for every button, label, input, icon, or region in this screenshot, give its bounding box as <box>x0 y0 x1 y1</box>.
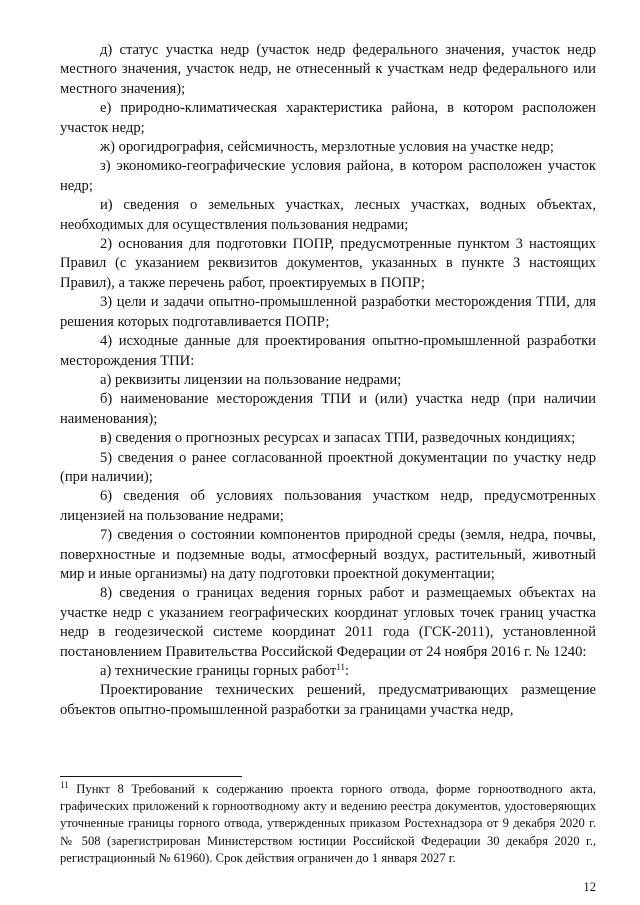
paragraph-a-license: а) реквизиты лицензии на пользование недрами; <box>100 371 402 388</box>
paragraph-6-conditions: 6) сведения об условиях пользования участком недр, предусмотренных лицензией на пользование недрами; <box>60 488 596 524</box>
technical-boundaries-text: а) технические границы горных работ <box>100 663 337 679</box>
paragraph-5-documentation: 5) сведения о ранее согласованной проектной документации по участку недр (при наличии); <box>60 449 596 485</box>
page-number: 12 <box>583 880 596 894</box>
footnote-reference[interactable]: 11 <box>336 662 346 672</box>
body-text <box>60 41 596 720</box>
paragraph-z-economic: з) экономико-географические условия района, в котором расположен участок недр; <box>60 158 596 194</box>
paragraph-i-land: и) сведения о земельных участках, лесных участках, водных объектах, необходимых для осуществления пользования недрами; <box>60 197 596 233</box>
paragraph-zh-orohydrography: ж) орогидрография, сейсмичность, мерзлотные условия на участке недр; <box>100 139 554 156</box>
footnote <box>60 781 596 867</box>
paragraph-2-grounds: 2) основания для подготовки ПОПР, предусмотренные пунктом 3 настоящих Правил (с указанием реквизитов документов, указанных в пункте 3 настоящих Правил), а также перечень работ, проектируемых в ПОПР; <box>60 236 596 291</box>
paragraph-a-technical-boundaries <box>60 662 596 681</box>
paragraph-v-resources: в) сведения о прогнозных ресурсах и запасах ТПИ, разведочных кондициях; <box>100 430 576 447</box>
paragraph-design-solutions: Проектирование технических решений, предусматривающих размещение объектов опытно-промышленной разработки за границами участка недр, <box>60 682 596 718</box>
paragraph-7-environment: 7) сведения о состоянии компонентов природной среды (земля, недра, почвы, поверхностные и подземные воды, атмосферный воздух, растительный, животный мир и иные организмы) на дату подготовки проектной документации; <box>60 527 596 582</box>
paragraph-e-climate: е) природно-климатическая характеристика района, в котором расположен участок недр; <box>60 100 596 136</box>
footnote-text: Пункт 8 Требований к содержанию проекта горного отвода, форме горноотводного акта, графических приложений к горноотводному акту и ведению реестра документов, удостоверяющих уточненные границы горного отвода, утвержденных приказом Ростехнадзора от 9 декабря 2020 г. № 508 (зарегистрирован Министерством юстиции Российской Федерации 30 декабря 2020 г., регистрационный № 61960). Срок действия ограничен до 1 января 2027 г. <box>60 782 596 865</box>
paragraph-b-deposit-name: б) наименование месторождения ТПИ и (или) участка недр (при наличии наименования); <box>60 391 596 427</box>
paragraph-d-status: д) статус участка недр (участок недр федерального значения, участок недр местного значения, участок недр, не отнесенный к участкам недр федерального или местного значения); <box>60 42 596 97</box>
paragraph-8-boundaries: 8) сведения о границах ведения горных работ и размещаемых объектах на участке недр с указанием географических координат угловых точек границ участка недр в геодезической системе координат 2011 года (ГСК-2011), установленной постановлением Правительства Российской Федерации от 24 ноября 2016 г. № 1240: <box>60 585 596 660</box>
paragraph-3-goals: 3) цели и задачи опытно-промышленной разработки месторождения ТПИ, для решения которых подготавливается ПОПР; <box>60 294 596 330</box>
footnote-separator <box>60 776 242 777</box>
paragraph-4-initial-data: 4) исходные данные для проектирования опытно-промышленной разработки месторождения ТПИ: <box>60 333 596 369</box>
footnote-number: 11 <box>60 780 69 790</box>
technical-boundaries-colon: : <box>345 663 350 679</box>
